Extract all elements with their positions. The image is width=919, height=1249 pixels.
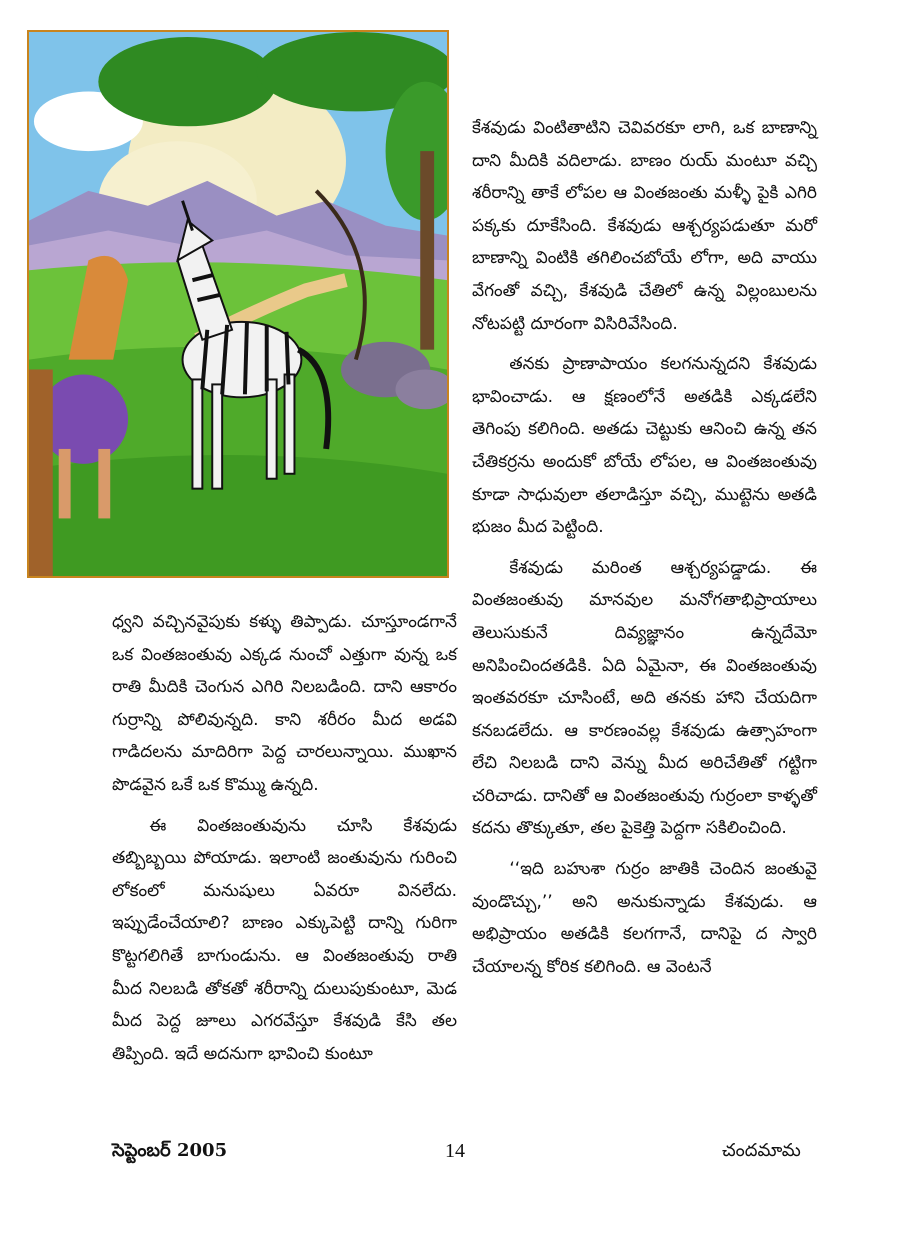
story-illustration	[27, 30, 449, 578]
magazine-name: చందమామ	[722, 1140, 801, 1161]
paragraph: ధ్వని వచ్చినవైపుకు కళ్ళు తిప్పాడు. చూస్తూండగానే ఒక వింతజంతువు ఎక్కడ నుంచో ఎత్తుగా వున్న ఒక రాతి మీదికి చెంగున ఎగిరి నిలబడింది. దాని ఆకారం గుర్రాన్ని పోలివున్నది. కాని శరీరం మీద అడవి గాడిదలను మాదిరిగా పెద్ద చారలున్నాయి. ముఖాన పొడవైన ఒకే ఒక కొమ్ము ఉన్నది.	[112, 612, 457, 795]
paragraph: కేశవుడు వింటితాటిని చెవివరకూ లాగి, ఒక బాణాన్ని దాని మీదికి వదిలాడు. బాణం రుయ్ మంటూ వచ్చి శరీరాన్ని తాకే లోపల ఆ వింతజంతు మళ్ళీ పైకి ఎగిరి పక్కకు దూకేసింది. కేశవుడు ఆశ్చర్యపడుతూ మరో బాణాన్ని వింటికి తగిలించబోయే లోగా, అది వాయు వేగంతో వచ్చి, కేశవుడి చేతిలో ఉన్న విల్లంబులను నోటపట్టి దూరంగా విసిరివేసింది.	[472, 118, 817, 334]
page-number: 14	[445, 1140, 465, 1162]
paragraph: కేశవుడు మరింత ఆశ్చర్యపడ్డాడు. ఈ వింతజంతువు మానవుల మనోగతాభిప్రాయాలు తెలుసుకునే దివ్యజ్ఞానం ఉన్నదేమో అనిపించిందతడికి. ఏది ఏమైనా, ఈ వింతజంతువు ఇంతవరకూ చూసింటే, అది తనకు హాని చేయదిగా కనబడలేదు. ఆ కారణంవల్ల కేశవుడు ఉత్సాహంగా లేచి నిలబడి దాని వెన్ను మీద అరిచేతితో గట్టిగా చరిచాడు. దానితో ఆ వింతజంతువు గుర్రంలా కాళ్ళతో కదను తొక్కుతూ, తల పైకెత్తి పెద్దగా సకిలించింది.	[472, 557, 817, 839]
paragraph: తనకు ప్రాణాపాయం కలగనున్నదని కేశవుడు భావించాడు. ఆ క్షణంలోనే అతడికి ఎక్కడలేని తెగింపు కలిగింది. అతడు చెట్టుకు ఆనించి ఉన్న తన చేతికర్రను అందుకో బోయే లోపల, ఆ వింతజంతువు కూడా సాధువులా తలాడిస్తూ వచ్చి, ముట్టెను అతడి భుజం మీద పెట్టింది.	[472, 354, 817, 538]
paragraph: ‘‘ఇది బహుశా గుర్రం జాతికి చెందిన జంతువై వుండొచ్చు,’’ అని అనుకున్నాడు కేశవుడు. ఆ అభిప్రాయం అతడికి కలగగానే, దానిపై ద స్వారి చేయాలన్న కోరిక కలిగింది. ఆ వెంటనే	[472, 859, 817, 977]
zebra-unicorn-illustration-icon	[29, 32, 447, 576]
right-text-column	[472, 112, 817, 983]
left-text-column	[112, 606, 457, 1070]
paragraph: ఈ వింతజంతువును చూసి కేశవుడు తబ్బిబ్బయి పోయాడు. ఇలాంటి జంతువును గురించి లోకంలో మనుషులు ఏవరూ వినలేదు. ఇప్పుడేంచేయాలి? బాణం ఎక్కుపెట్టి దాన్ని గురిగా కొట్టగలిగితే బాగుండును. ఆ వింతజంతువు రాతి మీద నిలబడి తోకతో శరీరాన్ని దులుపుకుంటూ, మెడ మీద పెద్ద జూలు ఎగరవేస్తూ కేశవుడి కేసి తల తిప్పింది. ఇదే అదనుగా భావించి కుంటూ	[112, 815, 457, 1064]
issue-date: సెప్టెంబర్ 2005	[112, 1140, 228, 1161]
